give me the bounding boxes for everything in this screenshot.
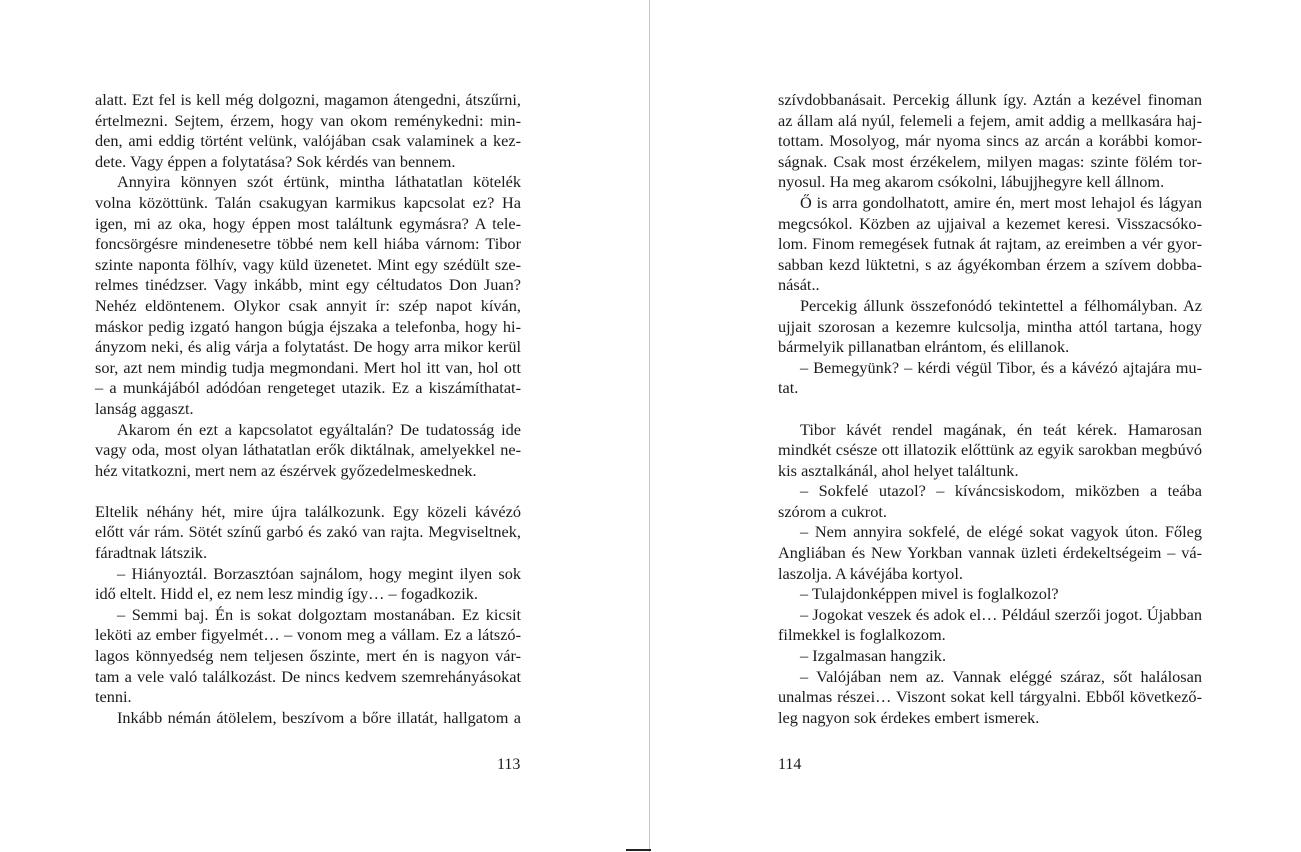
text-line: – Hiányoztál. Borzasztóan sajnálom, hogy megint ilyen sok xyxy=(117,563,521,583)
text-line: kis asztalkánál, ahol helyet találtunk. xyxy=(778,460,1019,480)
left-page xyxy=(0,0,650,852)
text-line: szívdobbanásait. Percekig állunk így. Aztán a kezével finoman xyxy=(778,90,1202,109)
text-line: den, ami eddig történt velünk, valójában csak valaminek a kez- xyxy=(95,131,521,151)
text-line: lanság aggaszt. xyxy=(95,398,194,418)
text-line: máskor pedig izgató hangon búgja éjszaka a telefonba, hogy hi- xyxy=(95,316,521,336)
right-page xyxy=(651,0,1301,852)
text-line: megcsókol. Közben az ujjaival a kezemet keresi. Visszacsóko- xyxy=(778,213,1202,233)
text-line: laszolja. A kávéjába kortyol. xyxy=(778,563,963,583)
text-line: sabban kezd lüktetni, s az ágyékomban érzem a szívem dobba- xyxy=(778,254,1202,274)
text-line: Angliában és New Yorkban vannak üzleti érdekeltségeim – vá- xyxy=(778,543,1202,563)
paragraph-gap xyxy=(778,399,1202,420)
text-line: – Tulajdonképpen mivel is foglalkozol? xyxy=(800,584,1059,604)
text-line: tottam. Mosolyog, már nyoma sincs az arcán a korábbi komor- xyxy=(778,131,1202,151)
text-line: nását.. xyxy=(778,275,820,295)
text-line: Eltelik néhány hét, mire újra találkozunk. Egy közeli kávézó xyxy=(95,501,521,521)
text-line: – Valójában nem az. Vannak eléggé száraz, sőt halálosan xyxy=(800,666,1202,686)
text-line: tam a vele való találkozást. De nincs kedvem szemrehányásokat xyxy=(95,666,521,686)
text-line: filmekkel is foglalkozom. xyxy=(778,625,946,645)
text-line: igen, mi az oka, hogy éppen most találtunk egymásra? A tele- xyxy=(95,213,521,233)
text-line: tat. xyxy=(778,378,799,398)
text-line: ujjait szorosan a kezemre kulcsolja, mintha attól tartana, hogy xyxy=(778,316,1202,336)
left-page-text xyxy=(95,90,521,728)
text-line: idő eltelt. Hidd el, ez nem lesz mindig így… – fogadkozik. xyxy=(95,584,478,604)
page-number-left: 113 xyxy=(497,756,521,773)
text-line: – Jogokat veszek és adok el… Például szerzői jogot. Újabban xyxy=(800,604,1202,624)
spine-divider xyxy=(649,0,650,852)
text-line: héz vitatkozni, mert nem az észérvek győzedelmeskednek. xyxy=(95,460,477,480)
text-line: szórom a cukrot. xyxy=(778,501,887,521)
text-line: volna közöttünk. Talán csakugyan karmikus kapcsolat ez? Ha xyxy=(95,192,521,212)
text-line: – Semmi baj. Én is sokat dolgoztam mostanában. Ez kicsit xyxy=(117,604,521,624)
text-line: Annyira könnyen szót értünk, mintha láthatatlan kötelék xyxy=(117,172,521,192)
text-line: Tibor kávét rendel magának, én teát kérek. Hamarosan xyxy=(800,419,1202,439)
text-line: értelmezni. Sejtem, érzem, hogy van okom reménykedni: min- xyxy=(95,110,521,130)
text-line: Inkább némán átölelem, beszívom a bőre illatát, hallgatom a xyxy=(117,707,521,727)
right-page-text xyxy=(778,90,1202,728)
text-line: tenni. xyxy=(95,687,132,707)
text-line: ányzom neki, és alig várja a folytatást. De hogy arra mikor kerül xyxy=(95,337,521,357)
text-line: nyosul. Ha meg akarom csókolni, lábujjhegyre kell állnom. xyxy=(778,172,1165,192)
text-line: Nehéz eldöntenem. Olykor csak annyit ír: szép napot kíván, xyxy=(95,295,521,315)
text-line: ságnak. Csak most érzékelem, milyen magas: szinte fölém tor- xyxy=(778,151,1202,171)
text-line: – a munkájából adódóan rengeteget utazik. Ez a kiszámíthatat- xyxy=(95,378,521,398)
text-line: Percekig állunk összefonódó tekintettel a félhomályban. Az xyxy=(800,295,1202,315)
text-line: előtt vár rám. Sötét színű garbó és zakó van rajta. Megviseltnek, xyxy=(95,522,521,542)
text-line: lagos könnyedség nem teljesen őszinte, mert én is nagyon vár- xyxy=(95,646,521,666)
text-line: leköti az ember figyelmét… – vonom meg a vállam. Ez a látszó- xyxy=(95,625,521,645)
page-number-right: 114 xyxy=(778,756,802,773)
text-line: foncsörgésre mindenesetre többé nem kell hiába várnom: Tibor xyxy=(95,234,521,254)
text-line: – Sokfelé utazol? – kíváncsiskodom, miközben a teába xyxy=(800,481,1202,501)
text-line: bármelyik pillanatban elrántom, és elillanok. xyxy=(778,337,1070,357)
text-line: dete. Vagy éppen a folytatása? Sok kérdés van bennem. xyxy=(95,151,456,171)
text-line: az állam alá nyúl, felemeli a fejem, amit addig a mellkasára haj- xyxy=(778,110,1202,130)
text-line: leg nagyon sok érdekes embert ismerek. xyxy=(778,707,1040,727)
text-line: relmes tinédzser. Vagy inkább, mint egy céltudatos Don Juan? xyxy=(95,275,521,295)
text-line: – Bemegyünk? – kérdi végül Tibor, és a kávézó ajtajára mu- xyxy=(800,357,1202,377)
text-line: vagy oda, most olyan láthatatlan erők diktálnak, amelyekkel ne- xyxy=(95,440,521,460)
text-line: – Izgalmasan hangzik. xyxy=(800,646,947,666)
text-line: unalmas részei… Viszont sokat kell tárgyalni. Ebből következő- xyxy=(778,687,1202,707)
text-line: mindkét csésze ott illatozik előttünk az egyik sarokban megbúvó xyxy=(778,440,1202,460)
text-line: alatt. Ezt fel is kell még dolgozni, magamon átengedni, átszűrni, xyxy=(95,90,521,109)
text-line: fáradtnak látszik. xyxy=(95,543,208,563)
text-line: sor, azt nem mindig tudja megmondani. Mert hol itt van, hol ott xyxy=(95,357,521,377)
text-line: Akarom én ezt a kapcsolatot egyáltalán? De tudatosság ide xyxy=(117,419,521,439)
paragraph-gap xyxy=(95,481,521,502)
text-line: lom. Finom remegések futnak át rajtam, az ereimben a vér gyor- xyxy=(778,234,1202,254)
text-line: – Nem annyira sokfelé, de elégé sokat vagyok úton. Főleg xyxy=(800,522,1202,542)
text-line: Ő is arra gondolhatott, amire én, mert most lehajol és lágyan xyxy=(800,192,1202,212)
text-line: szinte naponta fölhív, vagy küld üzenetet. Mint egy szédült sze- xyxy=(95,254,521,274)
